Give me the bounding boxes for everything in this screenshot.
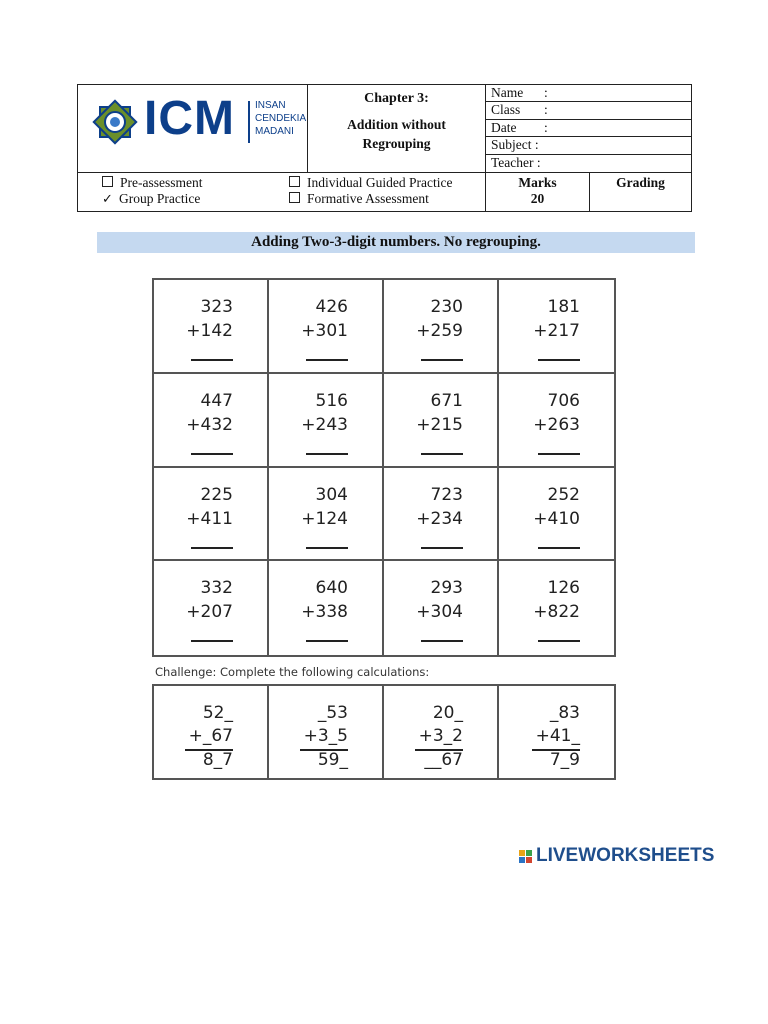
problem-cell: [384, 561, 499, 655]
addend-bottom: +822: [533, 602, 580, 623]
addend-top[interactable]: _53: [317, 703, 348, 723]
formative-assessment-option[interactable]: Formative Assessment: [289, 191, 429, 207]
addend-top: 706: [547, 390, 580, 411]
checkmark-icon: ✓: [102, 191, 113, 206]
problem-cell: [269, 561, 384, 655]
addend-top: 304: [315, 484, 348, 505]
problem-cell: [384, 468, 499, 562]
problem-cell: [499, 468, 614, 562]
addend-bottom: +234: [416, 508, 463, 529]
addend-top: 426: [315, 297, 348, 317]
name-field[interactable]: Name :: [486, 85, 691, 102]
brand-name: LIVEWORKSHEETS: [536, 845, 715, 866]
addend-top: 225: [200, 484, 233, 505]
star-logo-icon: [92, 99, 138, 145]
group-practice-option[interactable]: ✓ Group Practice: [102, 191, 201, 206]
answer-blank[interactable]: [421, 359, 463, 361]
pre-assessment-option[interactable]: Pre-assessment: [102, 175, 202, 191]
addend-bottom: +142: [186, 321, 233, 341]
addend-bottom[interactable]: +_67: [188, 726, 233, 746]
addend-top: 332: [200, 578, 233, 599]
problem-cell: [269, 280, 384, 374]
addend-top[interactable]: 20_: [432, 703, 463, 723]
problem-cell: [154, 468, 269, 562]
addend-bottom: +410: [533, 508, 580, 529]
marks-label: Marks: [518, 175, 557, 190]
addend-top: 671: [430, 390, 463, 411]
answer-blank[interactable]: [538, 453, 580, 455]
answer-blank[interactable]: [306, 453, 348, 455]
problem-cell: [384, 280, 499, 374]
addend-bottom: +259: [416, 321, 463, 341]
addend-top: 230: [430, 297, 463, 317]
addend-bottom: +301: [301, 321, 348, 341]
logo-text: ICM: [144, 92, 235, 145]
liveworksheets-logo-icon: [519, 850, 533, 864]
challenge-cell: [154, 686, 269, 778]
student-info: [486, 85, 691, 172]
addend-bottom: +263: [533, 414, 580, 435]
answer-blank[interactable]: [306, 359, 348, 361]
challenge-label: Challenge: Complete the following calculations:: [155, 665, 430, 679]
addend-top[interactable]: 52_: [202, 703, 233, 723]
answer-blank[interactable]: [538, 359, 580, 361]
addend-bottom: +432: [186, 414, 233, 435]
problem-cell: [154, 374, 269, 468]
date-field[interactable]: Date :: [486, 120, 691, 137]
addend-top[interactable]: _83: [549, 703, 580, 723]
sum-value[interactable]: 7_9: [549, 750, 580, 770]
addend-bottom: +304: [416, 602, 463, 623]
answer-blank[interactable]: [191, 359, 233, 361]
answer-blank[interactable]: [421, 547, 463, 549]
problem-cell: [269, 374, 384, 468]
addend-top: 181: [547, 297, 580, 317]
addend-top: 723: [430, 484, 463, 505]
chapter-title: [308, 85, 486, 172]
challenge-grid: [152, 684, 616, 780]
addend-top: 640: [315, 578, 348, 599]
problem-cell: [499, 374, 614, 468]
challenge-cell: [499, 686, 614, 778]
addend-top: 252: [547, 484, 580, 505]
grading-label: Grading: [616, 175, 665, 190]
subject-field[interactable]: Subject :: [486, 137, 691, 154]
chapter-label: Chapter 3:: [364, 91, 429, 106]
answer-blank[interactable]: [191, 453, 233, 455]
problem-cell: [499, 561, 614, 655]
answer-blank[interactable]: [191, 640, 233, 642]
addend-top: 323: [200, 297, 233, 317]
individual-practice-option[interactable]: Individual Guided Practice: [289, 175, 452, 191]
addend-bottom: +124: [301, 508, 348, 529]
checkbox-icon: [102, 176, 113, 187]
answer-blank[interactable]: [306, 547, 348, 549]
answer-blank[interactable]: [306, 640, 348, 642]
logo-subtitle: INSAN CENDEKIA MADANI: [255, 100, 307, 137]
challenge-cell: [384, 686, 499, 778]
problem-cell: [269, 468, 384, 562]
topic-line-1: Addition without: [347, 117, 446, 132]
addend-bottom: +243: [301, 414, 348, 435]
marks-cell: [486, 173, 590, 211]
sum-value[interactable]: 8_7: [202, 750, 233, 770]
logo-cell: [78, 85, 308, 172]
problem-cell: [154, 561, 269, 655]
logo-divider: [248, 101, 250, 143]
addend-bottom: +217: [533, 321, 580, 341]
grading-cell: [590, 173, 691, 211]
class-field[interactable]: Class :: [486, 102, 691, 119]
answer-blank[interactable]: [191, 547, 233, 549]
teacher-field[interactable]: Teacher :: [491, 154, 541, 170]
addend-top: 447: [200, 390, 233, 411]
sum-value[interactable]: 59_: [317, 750, 348, 770]
assessment-types: [78, 173, 486, 211]
problem-cell: [384, 374, 499, 468]
addend-bottom: +411: [186, 508, 233, 529]
challenge-cell: [269, 686, 384, 778]
problem-cell: [154, 280, 269, 374]
answer-blank[interactable]: [421, 640, 463, 642]
problem-cell: [499, 280, 614, 374]
topic-line-2: Regrouping: [362, 136, 431, 151]
addend-bottom[interactable]: +3_5: [303, 726, 348, 746]
answer-blank[interactable]: [538, 547, 580, 549]
problem-grid: [152, 278, 616, 657]
addend-bottom: +338: [301, 602, 348, 623]
addend-bottom: +215: [416, 414, 463, 435]
addend-top: 293: [430, 578, 463, 599]
addend-top: 126: [547, 578, 580, 599]
addend-bottom[interactable]: +3_2: [418, 726, 463, 746]
section-banner: Adding Two-3-digit numbers. No regrouping.: [97, 232, 695, 253]
answer-blank[interactable]: [421, 453, 463, 455]
addend-top: 516: [315, 390, 348, 411]
checkbox-icon: [289, 192, 300, 203]
checkbox-icon: [289, 176, 300, 187]
worksheet-header: [77, 84, 692, 212]
sum-value[interactable]: __67: [424, 750, 463, 770]
answer-blank[interactable]: [538, 640, 580, 642]
marks-value: 20: [530, 191, 545, 206]
addend-bottom: +207: [186, 602, 233, 623]
addend-bottom[interactable]: +41_: [535, 726, 580, 746]
